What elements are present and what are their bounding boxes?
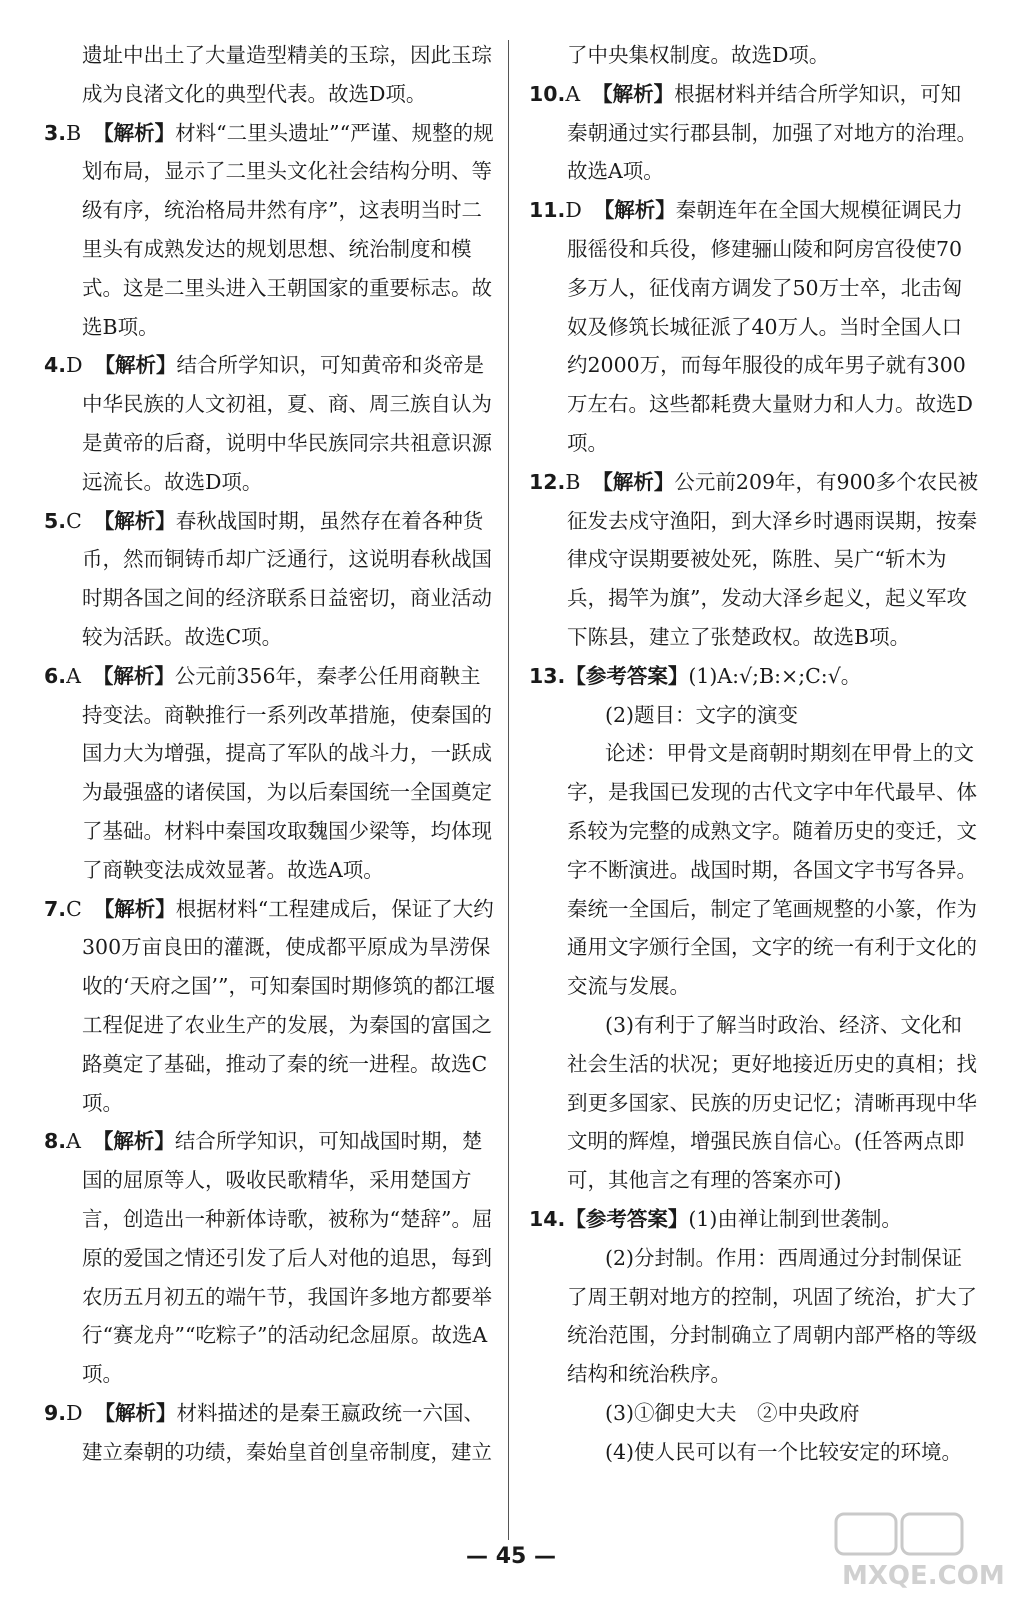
question-number: 13. [529,663,566,688]
analysis-tag: 【解析】 [592,469,675,494]
item-text: 公元前356年，秦孝公任用商鞅主持变法。商鞅推行一系列改革措施，使秦国的国力大为增强，提高了军队的战斗力，一跃成为最强盛的诸侯国，为以后秦国统一全国奠定了基础。材料中秦国攻取魏国少梁等，均体现了商鞅变法成效显著。故选A项。 [82,663,492,882]
question-number: 10. [529,81,566,106]
answer-item [44,114,496,347]
right-column [529,36,981,1471]
item-text: 春秋战国时期，虽然存在着各种货币，然而铜铸币却广泛通行，这说明春秋战国时期各国之间的经济联系日益密切，商业活动较为活跃。故选C项。 [82,508,492,649]
answer-item [44,346,496,501]
answer-letter: A [565,81,581,106]
analysis-tag: 【解析】 [93,120,176,145]
question-number: 11. [529,198,566,223]
analysis-tag: 【解析】 [94,1400,177,1425]
question-number: 9. [44,1400,67,1425]
answer-item [44,657,496,890]
watermark-logo [832,1510,1007,1590]
answer-letter: D [66,353,83,378]
analysis-tag: 【解析】 [592,81,675,106]
answer-letter: B [66,120,82,145]
question-number: 5. [44,508,67,533]
sub-answer: (2)分封制。作用：西周通过分封制保证了周王朝对地方的控制，巩固了统治，扩大了统治范围，分封制确立了周朝内部严格的等级结构和统治秩序。 [567,1245,977,1387]
watermark-text: MXQE.COM [842,1561,1005,1590]
question-number: 8. [44,1129,67,1154]
item-text: 根据材料“工程建成后，保证了大约300万亩良田的灌溉，使成都平原成为旱涝保收的‘天府之国’”，可知秦国时期修筑的都江堰工程促进了农业生产的发展，为秦国的富国之路奠定了基础，推动了秦的统一进程。故选C项。 [82,896,496,1115]
sub-answer: (4)使人民可以有一个比较安定的环境。 [605,1439,963,1464]
item-text: 遗址中出土了大量造型精美的玉琮，因此玉琮成为良渚文化的典型代表。故选D项。 [82,43,492,106]
analysis-tag: 【解析】 [93,508,176,533]
analysis-tag: 【参考答案】 [565,1206,689,1231]
item-text: 了中央集权制度。故选D项。 [567,43,830,67]
item-text: (1)A:√;B:×;C:√。 [688,663,862,688]
question-number: 12. [529,469,566,494]
answer-letter: D [565,198,582,223]
answer-item [44,1394,496,1472]
item-text: 材料描述的是秦王嬴政统一六国、建立秦朝的功绩，秦始皇首创皇帝制度，建立 [82,1400,492,1464]
analysis-tag: 【解析】 [92,663,175,688]
answer-item [44,1122,496,1394]
item-text: 公元前209年，有900多个农民被征发去戍守渔阳，到大泽乡时遇雨误期，按秦律戍守误期要被处死，陈胜、吴广“斩木为兵，揭竿为旗”，发动大泽乡起义，起义军攻下陈县，建立了张楚政权。故选B项。 [567,469,979,649]
question-number: 4. [44,353,67,378]
analysis-tag: 【解析】 [94,353,177,378]
answer-item [529,191,981,463]
answer-item [44,890,496,1123]
continued-text [44,36,496,114]
answer-letter: C [66,508,82,533]
analysis-tag: 【解析】 [593,198,676,223]
sub-answer: (2)题目：文字的演变 [605,702,799,727]
item-text: 材料“二里头遗址”“严谨、规整的规划布局，显示了二里头文化社会结构分明、等级有序，统治格局井然有序”，这表明当时二里头有成熟发达的规划思想、统治制度和模式。这是二里头进入王朝国家的重要标志。故选B项。 [82,120,494,339]
answer-item [529,75,981,191]
item-text: 结合所学知识，可知黄帝和炎帝是中华民族的人文初祖，夏、商、周三族自认为是黄帝的后裔，说明中华民族同宗共祖意识源远流长。故选D项。 [82,353,492,494]
question-number: 14. [529,1206,566,1231]
question-number: 3. [44,120,67,145]
question-number: 7. [44,896,67,921]
left-column [44,36,496,1471]
answer-item [529,657,981,696]
answer-letter: A [66,1129,81,1154]
continued-text [529,36,981,75]
sub-answer: 论述：甲骨文是商朝时期刻在甲骨上的文字，是我国已发现的古代文字中年代最早、体系较为完整的成熟文字。随着历史的变迁，文字不断演进。战国时期，各国文字书写各异。秦统一全国后，制定了笔画规整的小篆，作为通用文字颁行全国，文字的统一有利于文化的交流与发展。 [567,741,977,999]
page-number: — 45 — [466,1544,556,1569]
item-text: (1)由禅让制到世袭制。 [688,1206,902,1231]
answer-letter: D [66,1400,83,1425]
analysis-tag: 【解析】 [92,1129,175,1154]
sub-answer: (3)①御史大夫 ②中央政府 [605,1400,860,1425]
analysis-tag: 【解析】 [93,896,176,921]
item-text: 秦朝连年在全国大规模征调民力服徭役和兵役，修建骊山陵和阿房宫役使70多万人，征伐南方调发了50万士卒，北击匈奴及修筑长城征派了40万人。当时全国人口约2000万，而每年服役的成年男子就有300万左右。这些都耗费大量财力和人力。故选D项。 [567,198,973,455]
answer-item [44,502,496,657]
item-text: 结合所学知识，可知战国时期，楚国的屈原等人，吸收民歌精华，采用楚国方言，创造出一种新体诗歌，被称为“楚辞”。屈原的爱国之情还引发了后人对他的追思，每到农历五月初五的端午节，我国许多地方都要举行“赛龙舟”“吃粽子”的活动纪念屈原。故选A项。 [82,1129,493,1387]
item-text: 根据材料并结合所学知识，可知秦朝通过实行郡县制，加强了对地方的治理。故选A项。 [567,81,977,184]
answer-item [529,463,981,657]
answer-letter: C [66,896,82,921]
answer-letter: B [565,469,581,494]
answer-item [529,1200,981,1239]
sub-answer: (3)有利于了解当时政治、经济、文化和社会生活的状况；更好地接近历史的真相；找到更多国家、民族的历史记忆；清晰再现中华文明的辉煌，增强民族自信心。(任答两点即可，其他言之有理的答案亦可) [567,1012,977,1193]
column-divider [508,40,509,1540]
analysis-tag: 【参考答案】 [565,663,689,688]
question-number: 6. [44,663,67,688]
answer-letter: A [66,663,81,688]
